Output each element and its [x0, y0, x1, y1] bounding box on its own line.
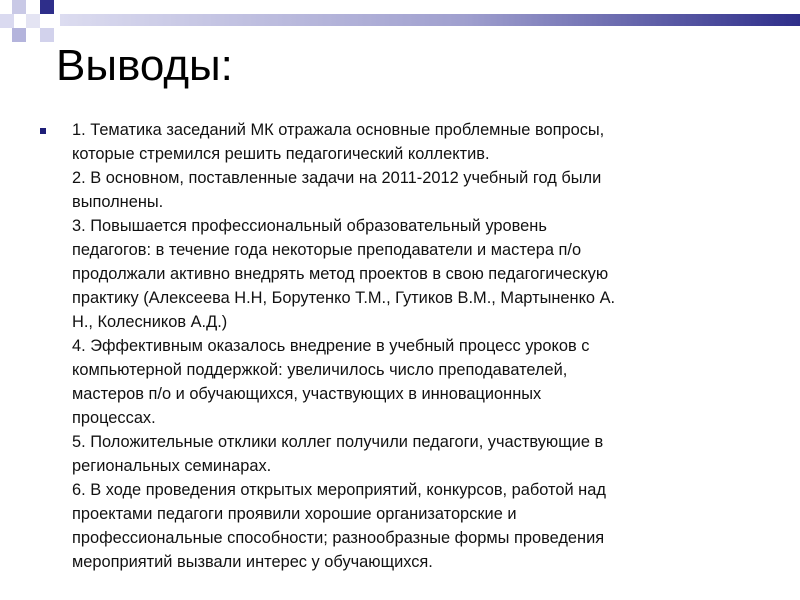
header-gradient-bar: [60, 14, 800, 26]
decorative-header-band: [0, 0, 800, 40]
text-line: 5. Положительные отклики коллег получили педагоги, участвующие в: [72, 433, 604, 451]
text-line: профессиональные способности; разнообразные формы проведения: [72, 529, 605, 547]
text-line: практику (Алексеева Н.Н, Борутенко Т.М., Гутиков В.М., Мартыненко А.: [72, 289, 616, 307]
decorative-square: [12, 28, 26, 42]
text-line: продолжали активно внедрять метод проектов в свою педагогическую: [72, 265, 609, 283]
decorative-square: [40, 28, 54, 42]
conclusions-paragraph: [72, 118, 760, 574]
text-line: мастеров п/о и обучающихся, участвующих в инновационных: [72, 385, 542, 403]
text-line: процессах.: [72, 409, 156, 427]
decorative-square: [40, 0, 54, 14]
text-line: 1. Тематика заседаний МК отражала основные проблемные вопросы,: [72, 121, 605, 139]
text-line: Н., Колесников А.Д.): [72, 313, 228, 331]
square-bullet-icon: [40, 128, 46, 134]
slide-title: Выводы:: [56, 41, 233, 90]
text-line: 6. В ходе проведения открытых мероприятий, конкурсов, работой над: [72, 481, 606, 499]
decorative-square: [26, 14, 40, 28]
decorative-square: [12, 0, 26, 14]
text-line: выполнены.: [72, 193, 164, 211]
text-line: проектами педагоги проявили хорошие организаторские и: [72, 505, 517, 523]
text-line: 4. Эффективным оказалось внедрение в учебный процесс уроков с: [72, 337, 590, 355]
text-line: которые стремился решить педагогический коллектив.: [72, 145, 490, 163]
decorative-square: [0, 14, 14, 28]
text-line: региональных семинарах.: [72, 457, 272, 475]
text-line: 2. В основном, поставленные задачи на 2011-2012 учебный год были: [72, 169, 602, 187]
text-line: мероприятий вызвали интерес у обучающихся.: [72, 553, 433, 571]
text-line: 3. Повышается профессиональный образовательный уровень: [72, 217, 547, 235]
text-line: компьютерной поддержкой: увеличилось число преподавателей,: [72, 361, 568, 379]
text-line: педагогов: в течение года некоторые преподаватели и мастера п/о: [72, 241, 582, 259]
content-block: [40, 118, 760, 574]
